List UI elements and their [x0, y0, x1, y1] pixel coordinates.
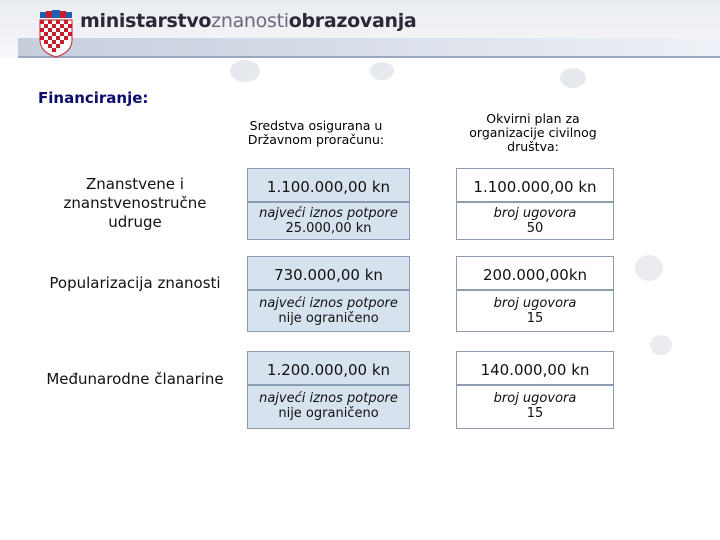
header-band	[18, 38, 720, 56]
plan-note-cell	[456, 290, 614, 332]
budget-note: najveći iznos potpore	[259, 296, 398, 311]
row-label-international-memberships: Međunarodne članarine	[46, 370, 224, 388]
budget-note-cell	[247, 202, 410, 240]
row-label-science-popularization: Popularizacija znanosti	[49, 274, 221, 292]
ministry-name-part-3: obrazovanja	[288, 10, 417, 32]
budget-sub: 25.000,00 kn	[285, 221, 372, 236]
plan-note: broj ugovora	[493, 296, 577, 311]
plan-amount: 1.100.000,00 kn	[473, 178, 597, 196]
row-label-research-associations: Znanstvene i znanstvenostručne udruge	[63, 175, 207, 231]
header-bar	[0, 0, 720, 58]
plan-note-cell	[456, 385, 614, 429]
plan-note-cell	[456, 202, 614, 240]
plan-amount: 140.000,00 kn	[480, 361, 590, 379]
budget-amount-cell	[247, 351, 410, 385]
plan-amount-cell	[456, 168, 614, 202]
plan-sub: 15	[526, 311, 544, 326]
plan-amount-cell	[456, 351, 614, 385]
background-decoration	[560, 68, 586, 88]
budget-sub: nije ograničeno	[278, 406, 379, 421]
plan-amount: 200.000,00kn	[482, 266, 588, 284]
budget-amount-cell	[247, 256, 410, 290]
background-decoration	[650, 335, 672, 355]
plan-sub: 50	[526, 221, 544, 236]
budget-amount-cell	[247, 168, 410, 202]
column-header-state-budget: Sredstva osigurana u Državnom proračunu:	[247, 118, 385, 147]
budget-note-cell	[247, 385, 410, 429]
header-divider	[18, 56, 720, 58]
plan-note: broj ugovora	[493, 206, 577, 221]
croatian-coat-of-arms-icon	[36, 10, 76, 58]
budget-note-cell	[247, 290, 410, 332]
ministry-name-part-1: ministarstvo	[80, 10, 212, 32]
budget-amount: 1.100.000,00 kn	[266, 178, 391, 196]
background-decoration	[230, 60, 260, 82]
background-decoration	[370, 62, 394, 80]
column-header-civil-plan: Okvirni plan za organizacije civilnog društva:	[469, 111, 597, 154]
budget-amount: 1.200.000,00 kn	[266, 361, 391, 379]
ministry-name-part-2: znanosti	[211, 10, 289, 32]
budget-note: najveći iznos potpore	[259, 391, 398, 406]
budget-amount: 730.000,00 kn	[274, 266, 383, 284]
plan-sub: 15	[526, 406, 544, 421]
plan-amount-cell	[456, 256, 614, 290]
plan-note: broj ugovora	[493, 391, 577, 406]
page-title: Financiranje:	[38, 89, 149, 107]
budget-note: najveći iznos potpore	[259, 206, 398, 221]
ministry-logotype	[80, 10, 416, 32]
background-decoration	[635, 255, 663, 281]
budget-sub: nije ograničeno	[278, 311, 379, 326]
